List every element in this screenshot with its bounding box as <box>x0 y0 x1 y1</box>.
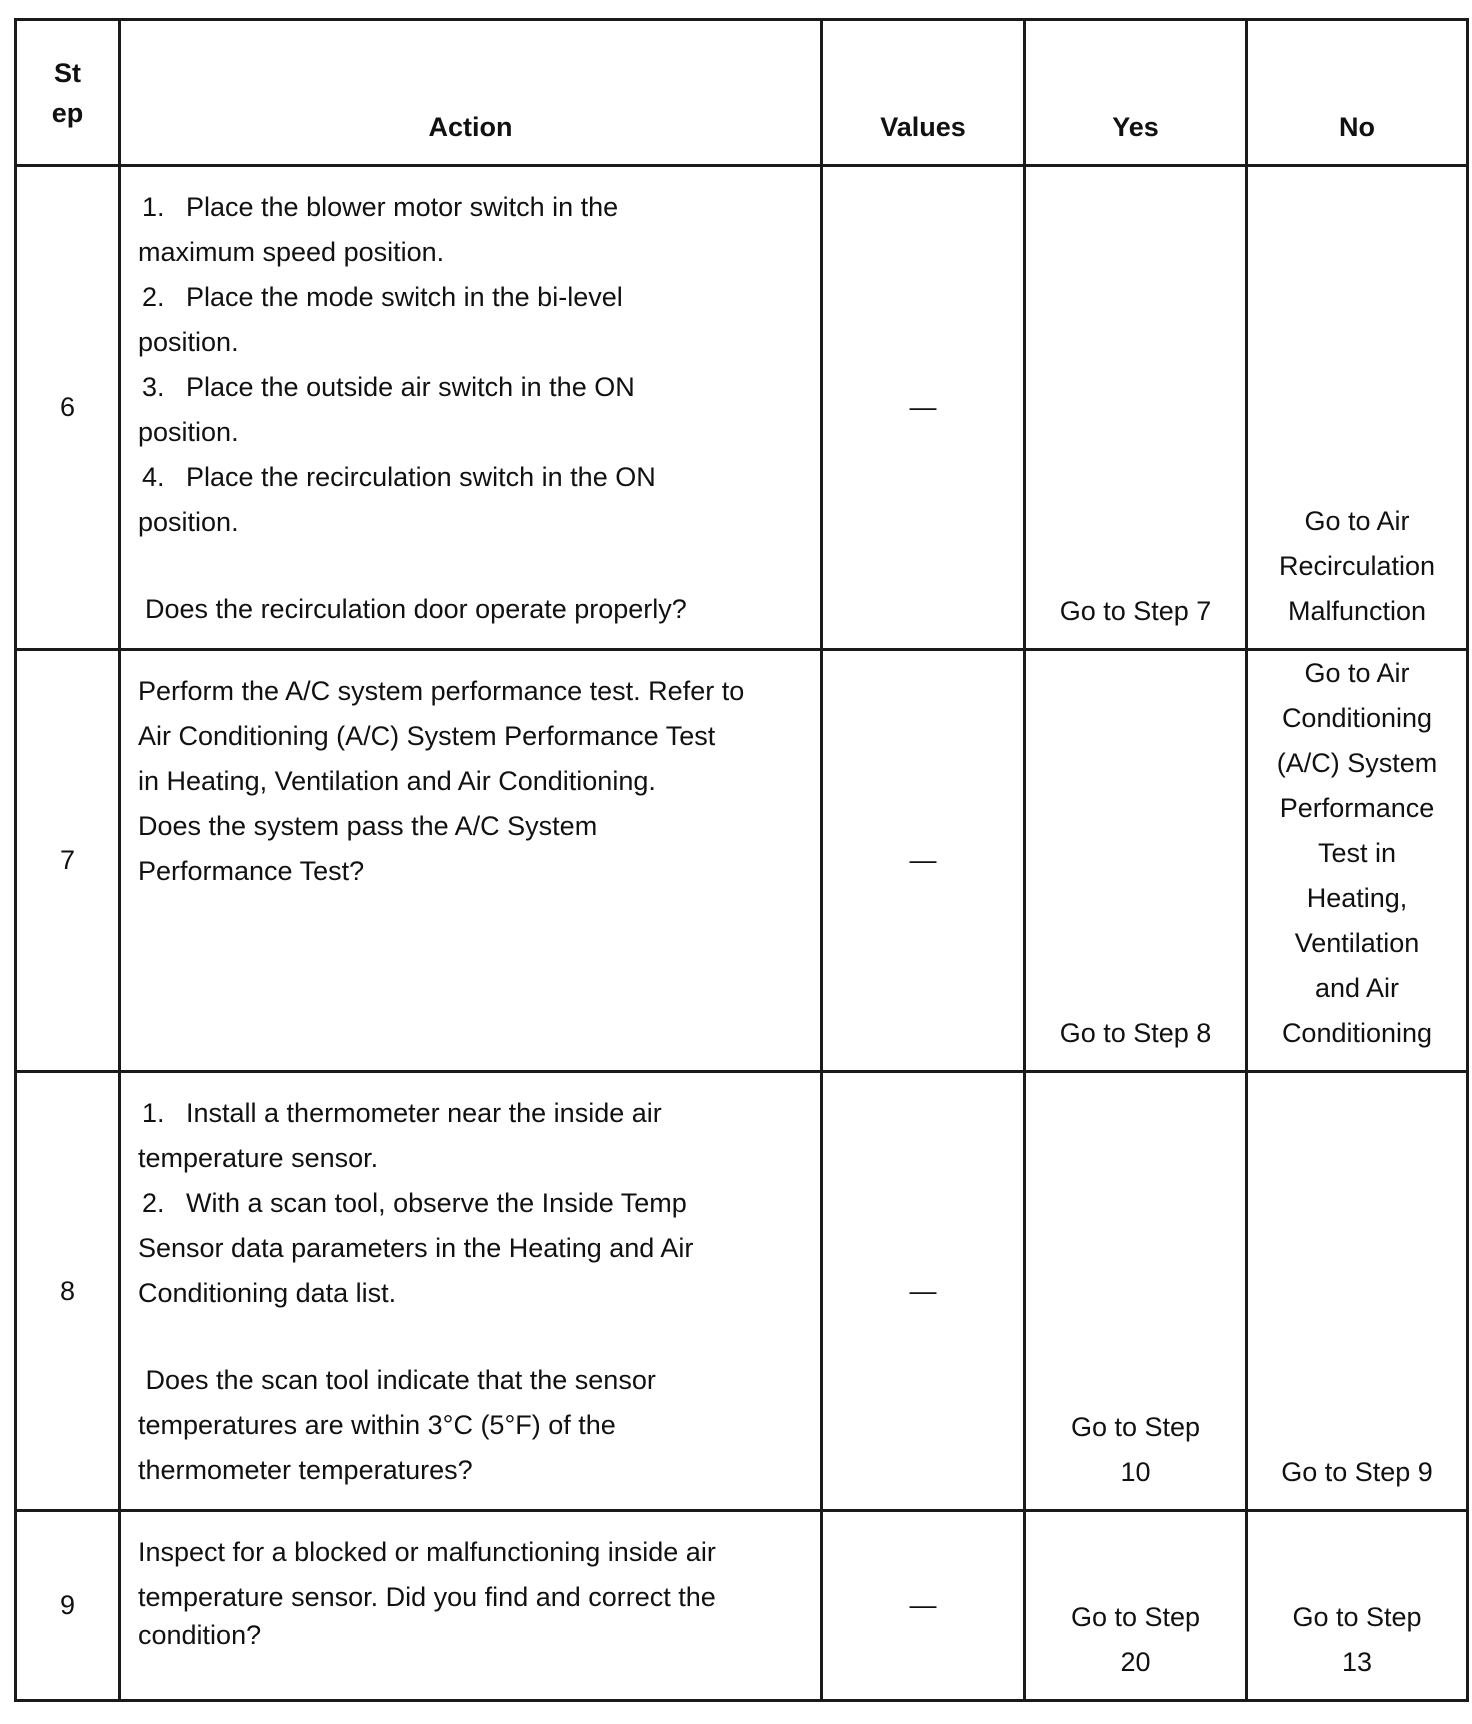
values-cell: — <box>822 1072 1025 1511</box>
no-line: Go to Air <box>1304 506 1410 536</box>
action-text: Place the recirculation switch in the ON <box>186 462 656 492</box>
table-row <box>16 650 1468 1072</box>
action-line: Inspect for a blocked or malfunctioning inside air <box>138 1537 716 1567</box>
no-line: (A/C) System <box>1276 748 1438 778</box>
yes-line: 20 <box>1120 1647 1151 1677</box>
action-line: Sensor data parameters in the Heating and Air <box>138 1233 694 1263</box>
no-cell <box>1247 1511 1468 1701</box>
action-line: maximum speed position. <box>138 237 445 267</box>
action-question: Does the scan tool indicate that the sensor <box>138 1365 656 1395</box>
step-number: 9 <box>16 1511 120 1701</box>
action-line: temperature sensor. Did you find and correct the <box>138 1582 716 1612</box>
action-cell <box>120 1072 822 1511</box>
no-line: Recirculation <box>1278 551 1436 581</box>
action-question: temperatures are within 3°C (5°F) of the <box>138 1410 616 1440</box>
no-line: Go to Step <box>1292 1602 1422 1632</box>
action-text: Place the blower motor switch in the <box>186 192 619 222</box>
yes-cell <box>1025 1511 1247 1701</box>
table-header-row <box>16 20 1468 166</box>
header-step-line-2: ep <box>51 97 84 128</box>
values-cell: — <box>822 166 1025 650</box>
action-line: Does the system pass the A/C System <box>138 811 598 841</box>
no-line: Go to Air <box>1304 658 1410 688</box>
spacer <box>138 1316 810 1358</box>
yes-cell: Go to Step 7 <box>1025 166 1247 650</box>
step-number: 8 <box>16 1072 120 1511</box>
no-line: Ventilation <box>1294 928 1420 958</box>
no-line: 13 <box>1341 1647 1373 1677</box>
action-line: 4. Place the recirculation switch in the ON <box>142 462 656 492</box>
action-line: Perform the A/C system performance test. Refer to <box>138 676 745 706</box>
action-cell <box>120 1511 822 1701</box>
action-line: position. <box>138 507 239 537</box>
yes-line: Go to Step <box>1070 1602 1201 1632</box>
header-values: Values <box>822 20 1025 166</box>
values-cell: — <box>822 650 1025 1072</box>
action-text: Place the outside air switch in the ON <box>186 372 635 402</box>
header-action: Action <box>120 20 822 166</box>
values-cell: — <box>822 1511 1025 1701</box>
no-line: Test in <box>1317 838 1397 868</box>
no-cell <box>1247 650 1468 1072</box>
header-no: No <box>1247 20 1468 166</box>
action-line: 2. With a scan tool, observe the Inside Temp <box>142 1188 687 1218</box>
action-line: position. <box>138 417 239 447</box>
action-cell <box>120 166 822 650</box>
step-number: 6 <box>16 166 120 650</box>
step-number: 7 <box>16 650 120 1072</box>
no-line: Conditioning <box>1281 703 1433 733</box>
no-line: Performance <box>1279 793 1435 823</box>
table-row <box>16 166 1468 650</box>
no-line: and Air <box>1314 973 1400 1003</box>
action-question: Does the recirculation door operate properly? <box>145 594 687 624</box>
action-text: Place the mode switch in the bi-level <box>186 282 623 312</box>
no-line: Malfunction <box>1287 596 1427 626</box>
yes-cell: Go to Step 8 <box>1025 650 1247 1072</box>
action-text: Install a thermometer near the inside air <box>186 1098 662 1128</box>
action-question: thermometer temperatures? <box>138 1455 473 1485</box>
header-step-line-1: St <box>54 57 81 88</box>
action-cell <box>120 650 822 1072</box>
yes-cell <box>1025 1072 1247 1511</box>
no-line: Conditioning <box>1281 1018 1433 1048</box>
action-line: Air Conditioning (A/C) System Performance Test <box>138 721 716 751</box>
action-line: Performance Test? <box>138 856 365 886</box>
diagnostic-table <box>14 18 1469 1702</box>
yes-line: Go to Step <box>1070 1412 1201 1442</box>
action-line: condition? <box>138 1620 262 1650</box>
header-step <box>16 20 120 166</box>
no-cell: Go to Step 9 <box>1247 1072 1468 1511</box>
action-text: With a scan tool, observe the Inside Temp <box>186 1188 687 1218</box>
action-line: temperature sensor. <box>138 1143 379 1173</box>
action-line: 2. Place the mode switch in the bi-level <box>142 282 623 312</box>
spacer <box>138 545 810 587</box>
action-line: 1. Install a thermometer near the inside air <box>142 1098 662 1128</box>
header-yes: Yes <box>1025 20 1247 166</box>
table-row <box>16 1511 1468 1701</box>
action-line: 1. Place the blower motor switch in the <box>142 192 619 222</box>
no-cell <box>1247 166 1468 650</box>
action-line: in Heating, Ventilation and Air Conditioning. <box>138 766 656 796</box>
table-row <box>16 1072 1468 1511</box>
yes-line: 10 <box>1120 1457 1151 1487</box>
action-line: 3. Place the outside air switch in the ON <box>142 372 635 402</box>
no-line: Heating, <box>1306 883 1408 913</box>
action-line: position. <box>138 327 239 357</box>
action-line: Conditioning data list. <box>138 1278 397 1308</box>
